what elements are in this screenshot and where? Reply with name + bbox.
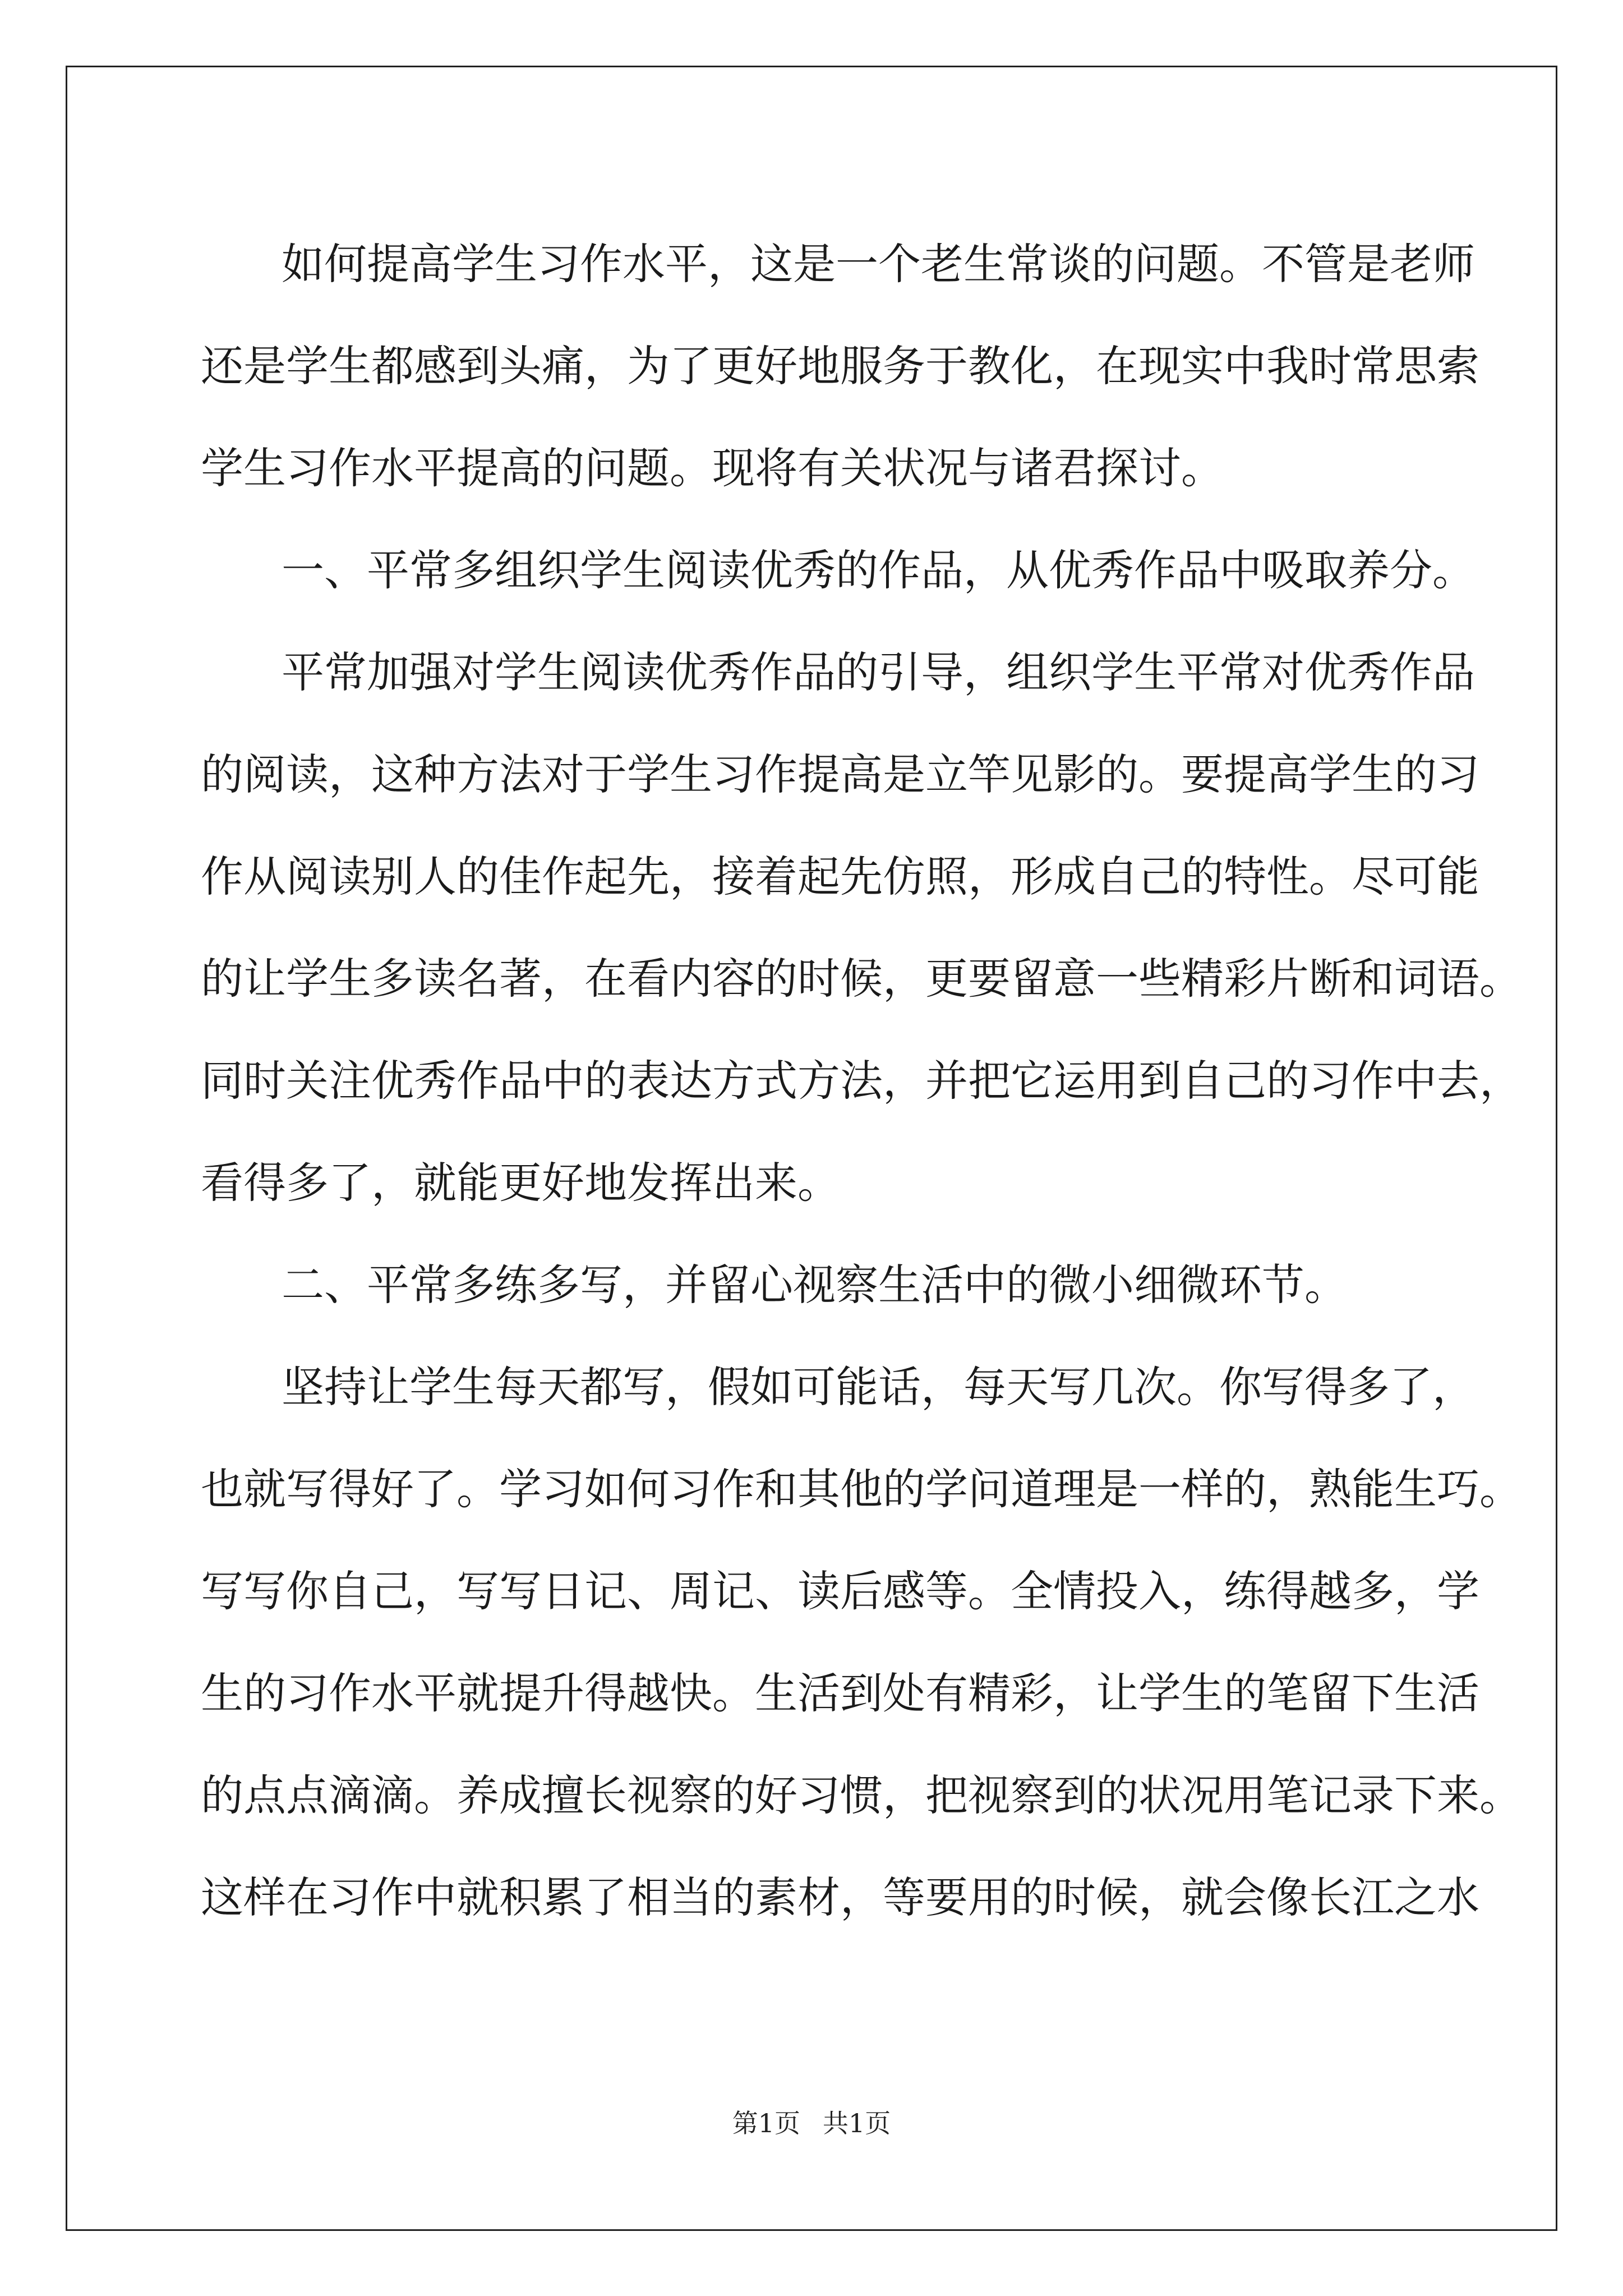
text-line: 的阅读，这种方法对于学生习作提高是立竿见影的。要提高学生的习 bbox=[201, 749, 1479, 799]
document-body bbox=[201, 213, 1522, 1949]
text-line: 生的习作水平就提升得越快。生活到处有精彩，让学生的笔留下生活 bbox=[201, 1668, 1479, 1718]
section-heading: 二、平常多练多写，并留心视察生活中的微小细微环节。 bbox=[282, 1260, 1347, 1310]
text-line: 如何提高学生习作水平，这是一个老生常谈的问题。不管是老师 bbox=[282, 239, 1475, 289]
text-line: 也就写得好了。学习如何习作和其他的学问道理是一样的，熟能生巧。 bbox=[201, 1464, 1522, 1514]
text-line: 坚持让学生每天都写，假如可能话，每天写几次。你写得多了， bbox=[282, 1362, 1475, 1412]
page-number: 第1页 bbox=[732, 2108, 800, 2138]
page-footer bbox=[0, 2106, 1623, 2140]
text-line: 写写你自己，写写日记、周记、读后感等。全情投入，练得越多，学 bbox=[201, 1566, 1479, 1616]
text-line: 同时关注优秀作品中的表达方式方法，并把它运用到自己的习作中去， bbox=[201, 1056, 1522, 1106]
text-line: 的让学生多读名著，在看内容的时候，更要留意一些精彩片断和词语。 bbox=[201, 954, 1522, 1004]
text-line: 平常加强对学生阅读优秀作品的引导，组织学生平常对优秀作品 bbox=[282, 647, 1475, 697]
text-line: 这样在习作中就积累了相当的素材，等要用的时候，就会像长江之水 bbox=[201, 1872, 1479, 1922]
text-line: 还是学生都感到头痛，为了更好地服务于教化，在现实中我时常思索 bbox=[201, 341, 1479, 391]
text-line: 学生习作水平提高的问题。现将有关状况与诸君探讨。 bbox=[201, 443, 1224, 493]
text-line: 看得多了，就能更好地发挥出来。 bbox=[201, 1158, 840, 1208]
section-heading: 一、平常多组织学生阅读优秀的作品，从优秀作品中吸取养分。 bbox=[282, 545, 1475, 595]
text-line: 作从阅读别人的佳作起先，接着起先仿照，形成自己的特性。尽可能 bbox=[201, 852, 1479, 901]
page-total: 共1页 bbox=[823, 2108, 891, 2138]
text-line: 的点点滴滴。养成擅长视察的好习惯，把视察到的状况用笔记录下来。 bbox=[201, 1770, 1522, 1820]
